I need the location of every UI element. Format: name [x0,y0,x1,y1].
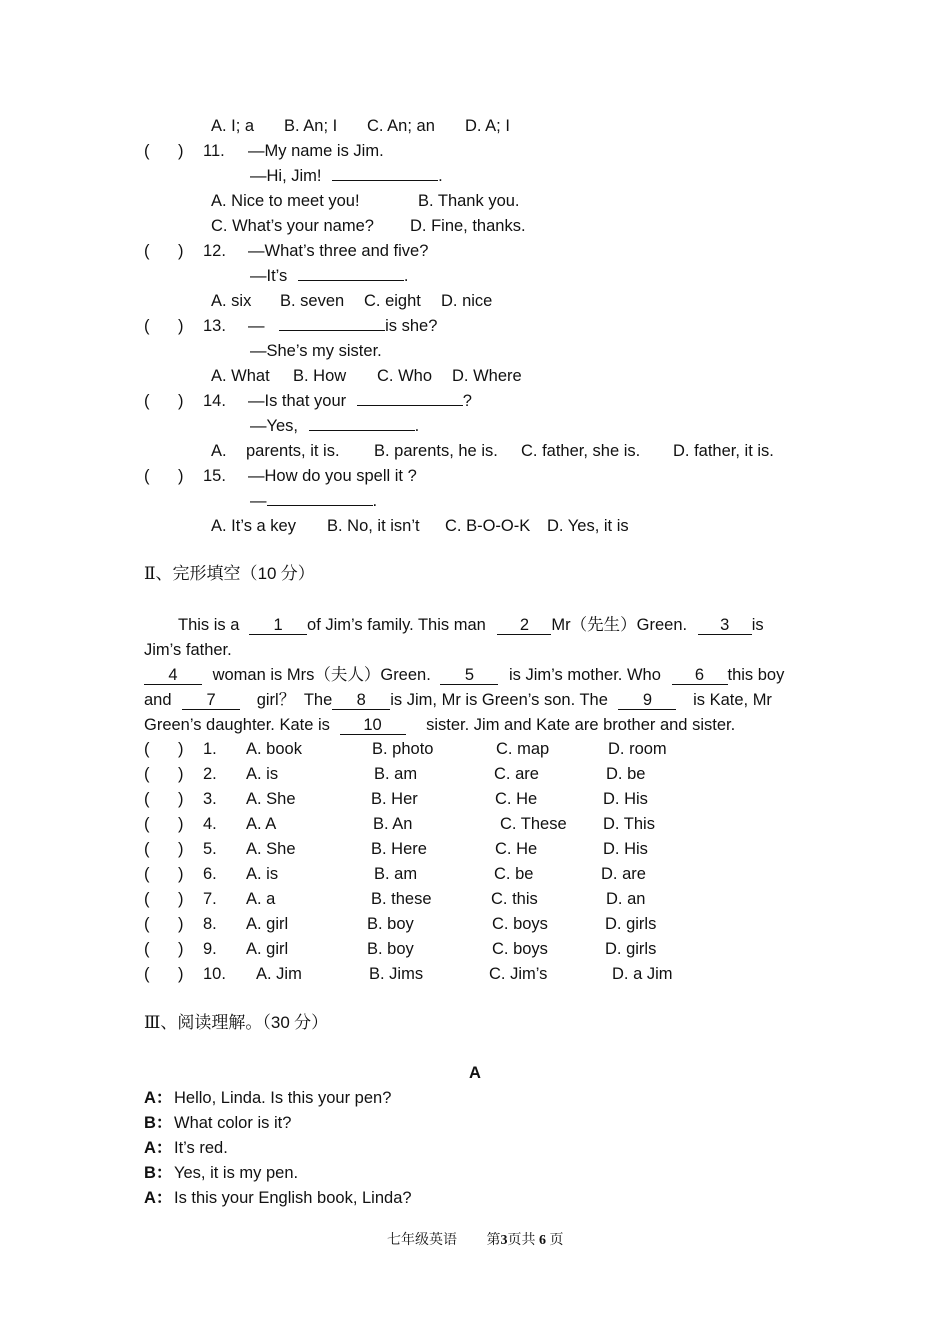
dialogue-text: Is this your English book, Linda? [174,1189,412,1207]
answer-bracket-close: ) [178,740,184,758]
option-b: B. Thank you. [418,192,520,210]
section-heading-unit: 分） [294,1013,329,1032]
question-text: —Is that your [248,392,347,410]
option-b: B. Jims [369,965,424,983]
answer-blank[interactable] [267,505,373,506]
cloze-line-4 [144,690,772,710]
item-number: 9. [203,940,217,958]
cloze-blank[interactable]: 7 [182,691,240,710]
option-b: B. Her [371,790,418,808]
answer-bracket-open[interactable]: ( [144,790,150,808]
answer-bracket-close: ) [178,840,184,858]
cloze-text: Green’s daughter. Kate is [144,716,330,734]
option-b: B. am [374,765,418,783]
option-a: A. is [246,865,279,883]
dialogue-text: What color is it? [174,1114,292,1132]
cloze-blank[interactable]: 4 [144,666,202,685]
question-line [248,391,472,411]
dialogue-text: Hello, Linda. Is this your pen? [174,1089,392,1107]
dialogue-text: It’s red. [174,1139,228,1157]
option-a: A. Nice to meet you! [211,192,360,210]
option-a: A. [211,442,227,460]
option-a: A. A [246,815,277,833]
option-d: D. be [606,765,646,783]
cloze-line-3 [144,665,784,685]
option-c: C. B-O-O-K [445,517,531,535]
cloze-text: girl？ [256,691,296,709]
item-number: 5. [203,840,217,858]
section-heading-title: Ⅲ、阅读理解。（ [144,1013,271,1032]
cloze-text: sister. Jim and Kate are brother and sister. [426,716,736,734]
footer-text: 页共 [507,1233,536,1248]
question-number: 12. [203,242,226,260]
option-a: A. six [211,292,252,310]
option-d: D. girls [605,940,657,958]
answer-bracket-close: ) [178,890,184,908]
section-heading-title: Ⅱ、完形填空（ [144,564,258,583]
answer-blank[interactable] [279,330,385,331]
option-d: D. Where [452,367,522,385]
section-heading-score: 30 [270,1013,290,1032]
question-text: — [248,317,265,335]
cloze-text: The [303,691,333,709]
answer-bracket-open[interactable]: ( [144,965,150,983]
footer-text: 页 [549,1233,564,1248]
option-d: D. a Jim [612,965,673,983]
cloze-blank[interactable]: 5 [440,666,498,685]
answer-bracket-open[interactable]: ( [144,740,150,758]
question-text: —What’s three and five? [248,242,429,260]
cloze-text: woman is Mrs（夫人）Green. [212,666,431,684]
option-a: A. It’s a key [211,517,296,535]
question-line [248,316,437,336]
question-text: —My name is Jim. [248,142,384,160]
answer-bracket-open[interactable]: ( [144,840,150,858]
option-b: B. boy [367,915,414,933]
answer-blank[interactable] [357,405,463,406]
option-c: C. this [491,890,538,908]
option-b: B. these [371,890,432,908]
section-heading [144,1013,328,1033]
answer-bracket-open[interactable]: ( [144,815,150,833]
q10-option-c: C. An; an [367,117,435,135]
question-punct: ? [462,392,472,410]
item-number: 6. [203,865,217,883]
option-a: A. Jim [256,965,302,983]
option-a: A. girl [246,940,289,958]
answer-bracket-close: ) [178,467,184,485]
answer-bracket-close: ) [178,865,184,883]
cloze-blank[interactable]: 9 [618,691,676,710]
option-a: A. a [246,890,276,908]
cloze-text: Mr（先生）Green. [551,616,688,634]
option-c: C. map [496,740,550,758]
section-heading [144,564,315,584]
cloze-blank[interactable]: 3 [698,616,752,635]
option-d: D. His [603,840,648,858]
option-a: A. She [246,840,296,858]
answer-bracket-open[interactable]: ( [144,915,150,933]
dialogue-speaker: A： [144,1139,173,1157]
dialogue-speaker: B： [144,1164,173,1182]
question-line [250,166,443,186]
cloze-text: Jim’s father. [144,641,232,659]
question-text: —Hi, Jim! [250,167,322,185]
answer-bracket-close: ) [178,790,184,808]
answer-blank[interactable] [332,180,438,181]
cloze-text: is Jim’s mother. Who [509,666,661,684]
option-b: B. boy [367,940,414,958]
option-b: B. No, it isn’t [327,517,420,535]
cloze-line-1 [178,615,764,635]
question-punct: . [372,492,378,510]
footer-page-number: 3 [500,1233,508,1248]
cloze-blank[interactable]: 8 [332,691,390,710]
dialogue-speaker: A： [144,1189,173,1207]
dialogue-text: Yes, it is my pen. [174,1164,299,1182]
cloze-text: is Kate, Mr [693,691,772,709]
question-text: —It’s [250,267,288,285]
option-a: A. book [246,740,302,758]
item-number: 1. [203,740,217,758]
question-number: 11. [203,142,225,160]
option-b: B. parents, he is. [374,442,498,460]
option-c: C. be [494,865,534,883]
question-punct: . [403,267,409,285]
answer-bracket-open[interactable]: ( [144,765,150,783]
option-c: C. father, she is. [521,442,641,460]
cloze-blank[interactable]: 6 [672,666,728,685]
q10-option-d: D. A; I [465,117,510,135]
option-b: B. Here [371,840,427,858]
question-punct: . [414,417,420,435]
item-number: 3. [203,790,217,808]
answer-blank[interactable] [298,280,404,281]
answer-bracket-open[interactable]: ( [144,242,150,260]
answer-bracket-close: ) [178,317,184,335]
cloze-line-5 [144,715,735,735]
option-c: C. eight [364,292,421,310]
question-text: —How do you spell it ? [248,467,417,485]
page-footer [387,1231,564,1251]
question-text: — [250,492,267,510]
question-line [250,266,408,286]
option-d: D. girls [605,915,657,933]
item-number: 7. [203,890,217,908]
option-c: C. boys [492,940,548,958]
option-a: A. She [246,790,296,808]
option-c: C. He [495,790,538,808]
answer-bracket-close: ) [178,940,184,958]
question-number: 15. [203,467,226,485]
cloze-text: is Jim, Mr is Green’s son. The [390,691,608,709]
question-text: —Yes, [250,417,299,435]
cloze-blank[interactable]: 1 [249,616,307,635]
option-c: C. Jim’s [489,965,548,983]
option-d: D. This [603,815,655,833]
answer-bracket-open[interactable]: ( [144,890,150,908]
answer-bracket-close: ) [178,815,184,833]
footer-subject: 七年级英语 [387,1233,457,1248]
section-heading-unit: 分） [280,564,315,583]
option-c: C. These [500,815,567,833]
cloze-text: and [144,691,172,709]
option-a-text: parents, it is. [246,442,340,460]
option-d: D. Yes, it is [547,517,629,535]
item-number: 10. [203,965,226,983]
q10-option-a: A. I; a [211,117,255,135]
question-text: —She’s my sister. [250,342,382,360]
answer-bracket-open[interactable]: ( [144,467,150,485]
item-number: 8. [203,915,217,933]
option-d: D. nice [441,292,493,310]
question-text: is she? [385,317,438,335]
question-number: 13. [203,317,226,335]
option-c: C. He [495,840,538,858]
passage-label: A [469,1064,481,1082]
option-d: D. room [608,740,667,758]
answer-bracket-open[interactable]: ( [144,392,150,410]
answer-bracket-close: ) [178,915,184,933]
option-d: D. Fine, thanks. [410,217,526,235]
option-a: A. What [211,367,270,385]
answer-bracket-close: ) [178,142,184,160]
option-d: D. an [606,890,646,908]
answer-bracket-close: ) [178,392,184,410]
dialogue-speaker: A： [144,1089,173,1107]
item-number: 2. [203,765,217,783]
section-heading-score: 10 [257,564,277,583]
option-c: C. Who [377,367,433,385]
option-b: B. am [374,865,418,883]
cloze-text: is [751,616,764,634]
cloze-blank[interactable]: 2 [497,616,551,635]
cloze-text: This is a [178,616,240,634]
option-c: C. are [494,765,539,783]
option-a: A. girl [246,915,289,933]
answer-bracket-open[interactable]: ( [144,940,150,958]
question-punct: . [438,167,443,185]
question-line [250,491,377,511]
option-d: D. father, it is. [673,442,774,460]
answer-bracket-close: ) [178,765,184,783]
option-a: A. is [246,765,279,783]
option-c: C. What’s your name? [211,217,374,235]
q10-option-b: B. An; I [284,117,338,135]
option-b: B. photo [372,740,434,758]
answer-bracket-open[interactable]: ( [144,865,150,883]
option-d: D. His [603,790,648,808]
footer-page-total: 6 [539,1233,546,1248]
question-number: 14. [203,392,226,410]
answer-bracket-open[interactable]: ( [144,317,150,335]
cloze-blank[interactable]: 10 [340,716,406,735]
option-d: D. are [601,865,646,883]
option-c: C. boys [492,915,548,933]
option-b: B. How [293,367,347,385]
answer-blank[interactable] [309,430,415,431]
answer-bracket-open[interactable]: ( [144,142,150,160]
option-b: B. An [373,815,413,833]
cloze-text: of Jim’s family. This man [307,616,486,634]
answer-bracket-close: ) [178,242,184,260]
footer-text: 第 [486,1233,501,1248]
cloze-text: this boy [727,666,785,684]
item-number: 4. [203,815,217,833]
answer-bracket-close: ) [178,965,184,983]
question-line [250,416,419,436]
option-b: B. seven [280,292,345,310]
dialogue-speaker: B： [144,1114,173,1132]
